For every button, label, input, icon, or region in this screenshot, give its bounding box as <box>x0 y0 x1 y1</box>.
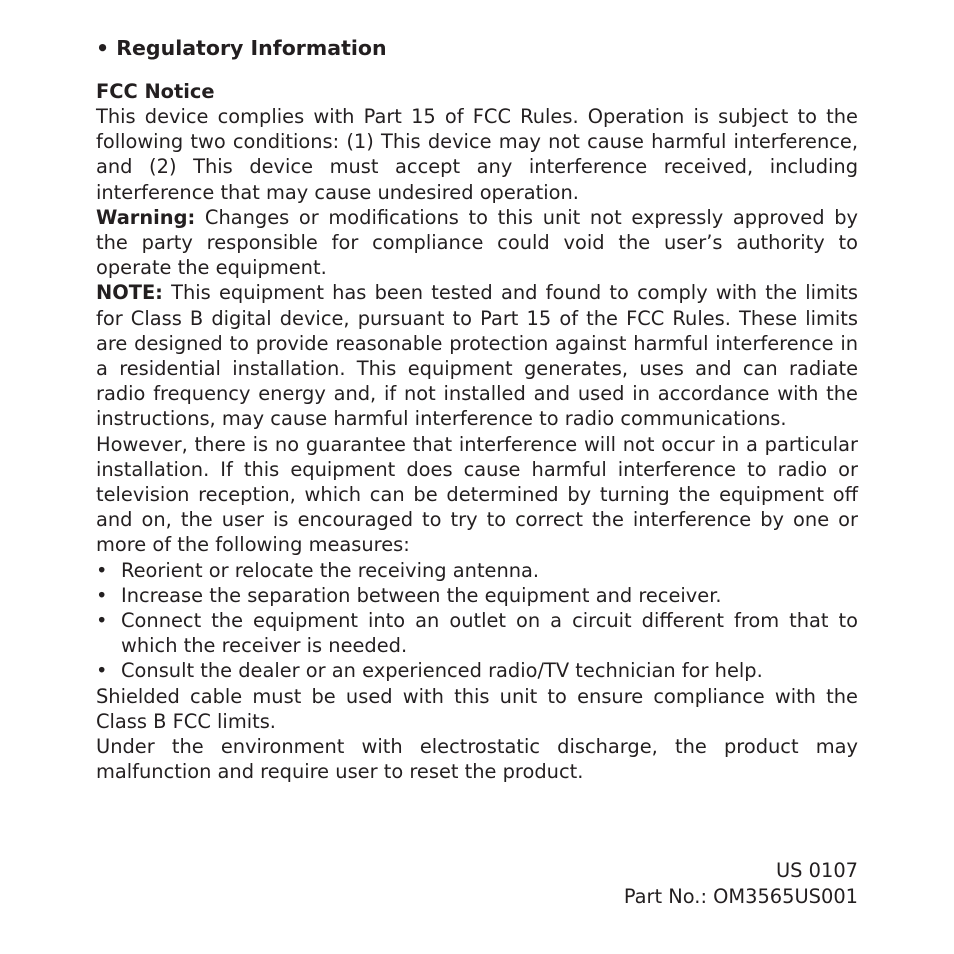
list-item-text: Increase the separation between the equipment and receiver. <box>121 583 722 607</box>
note-label: NOTE: <box>96 281 163 305</box>
esd-paragraph: Under the environment with electrostatic discharge, the product may malfunction and require user to reset the product. <box>96 735 858 784</box>
note-text: This equipment has been tested and found to comply with the limits for Class B digital device, pursuant to Part 15 of the FCC Rules. These limits are designed to provide reasonable protection against harmful interference in a residential installation. This equipment generates, uses and can radiate radio frequency energy and, if not installed and used in accordance with the instructions, may cause harmful interference to radio communications. <box>96 281 858 431</box>
part-number: Part No.: OM3565US001 <box>623 885 858 908</box>
shielded-cable-paragraph: Shielded cable must be used with this unit to ensure compliance with the Class B FCC limits. <box>96 684 858 733</box>
however-paragraph: However, there is no guarantee that interference will not occur in a particular installation. If this equipment does cause harmful interference to radio or television reception, which can be determined by turning the equipment off and on, the user is encouraged to try to correct the interference by one or more of the following measures: <box>96 432 858 557</box>
measures-list <box>96 558 858 684</box>
list-item-text: Consult the dealer or an experienced radio/TV technician for help. <box>121 659 763 683</box>
list-item-text: Connect the equipment into an outlet on a circuit different from that to which the receiver is needed. <box>121 609 858 658</box>
list-item <box>96 558 858 583</box>
bullet-icon: • <box>96 609 108 633</box>
footer <box>624 858 858 910</box>
list-item-text: Reorient or relocate the receiving antenna. <box>121 558 540 582</box>
list-item <box>96 658 858 683</box>
list-item <box>96 608 858 658</box>
bullet-icon: • <box>96 583 108 607</box>
section-heading: • Regulatory Information <box>96 36 387 60</box>
warning-text: Changes or modifications to this unit not expressly approved by the party responsible for compliance could void the user’s authority to operate the equipment. <box>96 205 858 280</box>
warning-paragraph <box>96 205 858 281</box>
note-paragraph <box>96 280 858 431</box>
list-item <box>96 583 858 608</box>
warning-label: Warning: <box>96 205 196 229</box>
fcc-notice-title: FCC Notice <box>96 80 215 103</box>
document-body <box>96 34 858 784</box>
bullet-icon: • <box>96 558 108 582</box>
document-code: US 0107 <box>775 859 858 882</box>
bullet-icon: • <box>96 659 108 683</box>
intro-paragraph: This device complies with Part 15 of FCC Rules. Operation is subject to the following two conditions: (1) This device may not cause harmful interference, and (2) This device must accept any interference received, including interference that may cause undesired operation. <box>96 105 858 204</box>
